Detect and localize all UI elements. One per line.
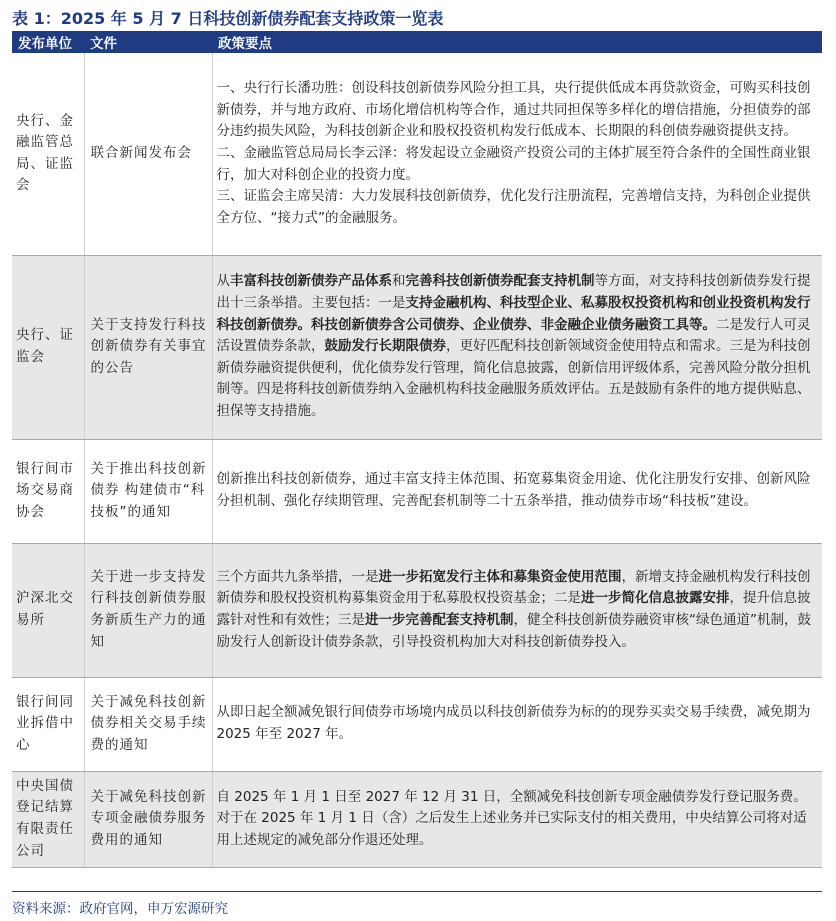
table-header-row — [12, 31, 822, 53]
text-run: 三个方面共九条举措，一是 — [216, 568, 379, 585]
policy-paragraph — [217, 78, 818, 143]
bold-text: 进一步完善配套支持机制 — [365, 612, 514, 628]
policy-paragraph — [217, 469, 818, 512]
text-run: 创新推出科技创新债券，通过丰富支持主体范围、拓宽募集资金用途、优化注册发行安排、创新风险分担机制、强化存续期管理、完善配套机制等二十五条举措，推动债券市场“科技板”建设。 — [216, 471, 811, 509]
cell-policy-points — [212, 439, 822, 543]
header-policy-points: 政策要点 — [212, 31, 822, 53]
header-document: 文件 — [84, 31, 212, 53]
table-bottom-rule — [12, 891, 822, 892]
policy-paragraph — [217, 143, 818, 186]
cell-document: 关于支持发行科技创新债券有关事宜的公告 — [84, 255, 212, 439]
cell-document: 关于进一步支持发行科技创新债券服务新质生产力的通知 — [84, 543, 212, 677]
policy-paragraph — [217, 271, 818, 422]
cell-policy-points — [212, 543, 822, 677]
text-run: 从 — [216, 273, 230, 290]
cell-policy-points — [212, 53, 822, 255]
cell-document: 关于减免科技创新专项金融债券服务费用的通知 — [84, 771, 212, 867]
policy-paragraph — [217, 787, 818, 852]
policy-paragraph — [217, 567, 818, 653]
cell-unit: 中央国债登记结算有限责任公司 — [12, 771, 84, 867]
cell-unit: 银行间市场交易商协会 — [12, 439, 84, 543]
cell-unit: 央行、金融监管总局、证监会 — [12, 53, 84, 255]
cell-policy-points — [212, 677, 822, 771]
text-run: 自 2025 年 1 月 1 日至 2027 年 12 月 31 日，全额减免科技创新专项金融债券发行登记服务费。对于在 2025 年 1 月 1 日（含）之后发生上述业务并已实际支付的相关费用，中央结算公司将对适用上述规定的减免部分作退还处理。 — [216, 788, 807, 848]
cell-document: 联合新闻发布会 — [84, 53, 212, 255]
cell-unit: 央行、证监会 — [12, 255, 84, 439]
bold-text: 进一步简化信息披露安排 — [581, 590, 730, 607]
text-run: 等方面，对支持科技创新债券发行提出十三条举措。主要包括：一是 — [216, 273, 811, 312]
table-row — [12, 543, 822, 677]
policy-paragraph — [217, 186, 818, 229]
cell-unit: 沪深北交易所 — [12, 543, 84, 677]
bold-text: 鼓励发行长期限债券 — [324, 338, 446, 355]
table-row — [12, 439, 822, 543]
cell-unit: 银行间同业拆借中心 — [12, 677, 84, 771]
table-row — [12, 771, 822, 867]
policy-paragraph — [217, 702, 818, 745]
text-run: 从即日起全额减免银行间债券市场境内成员以科技创新债券为标的的现券买卖交易手续费，减免期为 2025 年至 2027 年。 — [216, 704, 811, 742]
cell-document: 关于推出科技创新债券 构建债市“科技板”的通知 — [84, 439, 212, 543]
bold-text: 支持金融机构、科技型企业、私募股权投资机构和创业投资机构发行科技创新债券。科技创新债券含公司债券、企业债券、非金融企业债务融资工具等。 — [216, 295, 811, 333]
source-note: 资料来源：政府官网，申万宏源研究 — [12, 901, 228, 917]
text-run: 三、证监会主席吴清：大力发展科技创新债券，优化发行注册流程，完善增信支持，为科创企业提供全方位、“接力式”的金融服务。 — [216, 188, 811, 226]
text-run: ，健全科技创新债券融资审核“绿色通道”机制，鼓励发行人创新设计债券条款，引导投资机构加大对科技创新债券投入。 — [216, 612, 811, 650]
table-row — [12, 53, 822, 255]
table-row — [12, 677, 822, 771]
policy-table — [12, 31, 822, 868]
text-run: 和 — [392, 273, 406, 290]
text-run: ，更好匹配科技创新领域资金使用特点和需求。三是为科技创新债券融资提供便利，优化债券发行管理，简化信息披露，创新信用评级体系，完善风险分散分担机制等。四是将科技创新债券纳入金融机构科技金融服务质效评估。五是鼓励有条件的地方提供贴息、担保等支持措施。 — [216, 338, 811, 419]
cell-document: 关于减免科技创新债券相关交易手续费的通知 — [84, 677, 212, 771]
bold-text: 完善科技创新债券配套支持机制 — [405, 273, 595, 290]
cell-policy-points — [212, 771, 822, 867]
bold-text: 丰富科技创新债券产品体系 — [230, 273, 392, 290]
header-unit: 发布单位 — [12, 31, 84, 53]
text-run: 二、金融监管总局局长李云泽：将发起设立金融资产投资公司的主体扩展至符合条件的全国性商业银行，加大对科创企业的投资力度。 — [216, 144, 811, 183]
bold-text: 进一步拓宽发行主体和募集资金使用范围 — [378, 568, 622, 585]
text-run: ，新增支持金融机构发行科技创新债券和股权投资机构募集资金用于私募股权投资基金；二是 — [216, 568, 811, 607]
text-run: 二是发行人可灵活设置债券条款， — [216, 316, 811, 355]
table-row — [12, 255, 822, 439]
text-run: ，提升信息披露针对性和有效性；三是 — [216, 590, 811, 628]
table-title: 表 1：2025 年 5 月 7 日科技创新债券配套支持政策一览表 — [12, 9, 444, 28]
text-run: 一、央行行长潘功胜：创设科技创新债券风险分担工具，央行提供低成本再贷款资金，可购买科技创新债券，并与地方政府、市场化增信机构等合作，通过共同担保等多样化的增信措施，分担债券的部分违约损失风险，为科技创新企业和股权投资机构发行低成本、长期限的科创债券融资提供支持。 — [216, 80, 811, 140]
cell-policy-points — [212, 255, 822, 439]
